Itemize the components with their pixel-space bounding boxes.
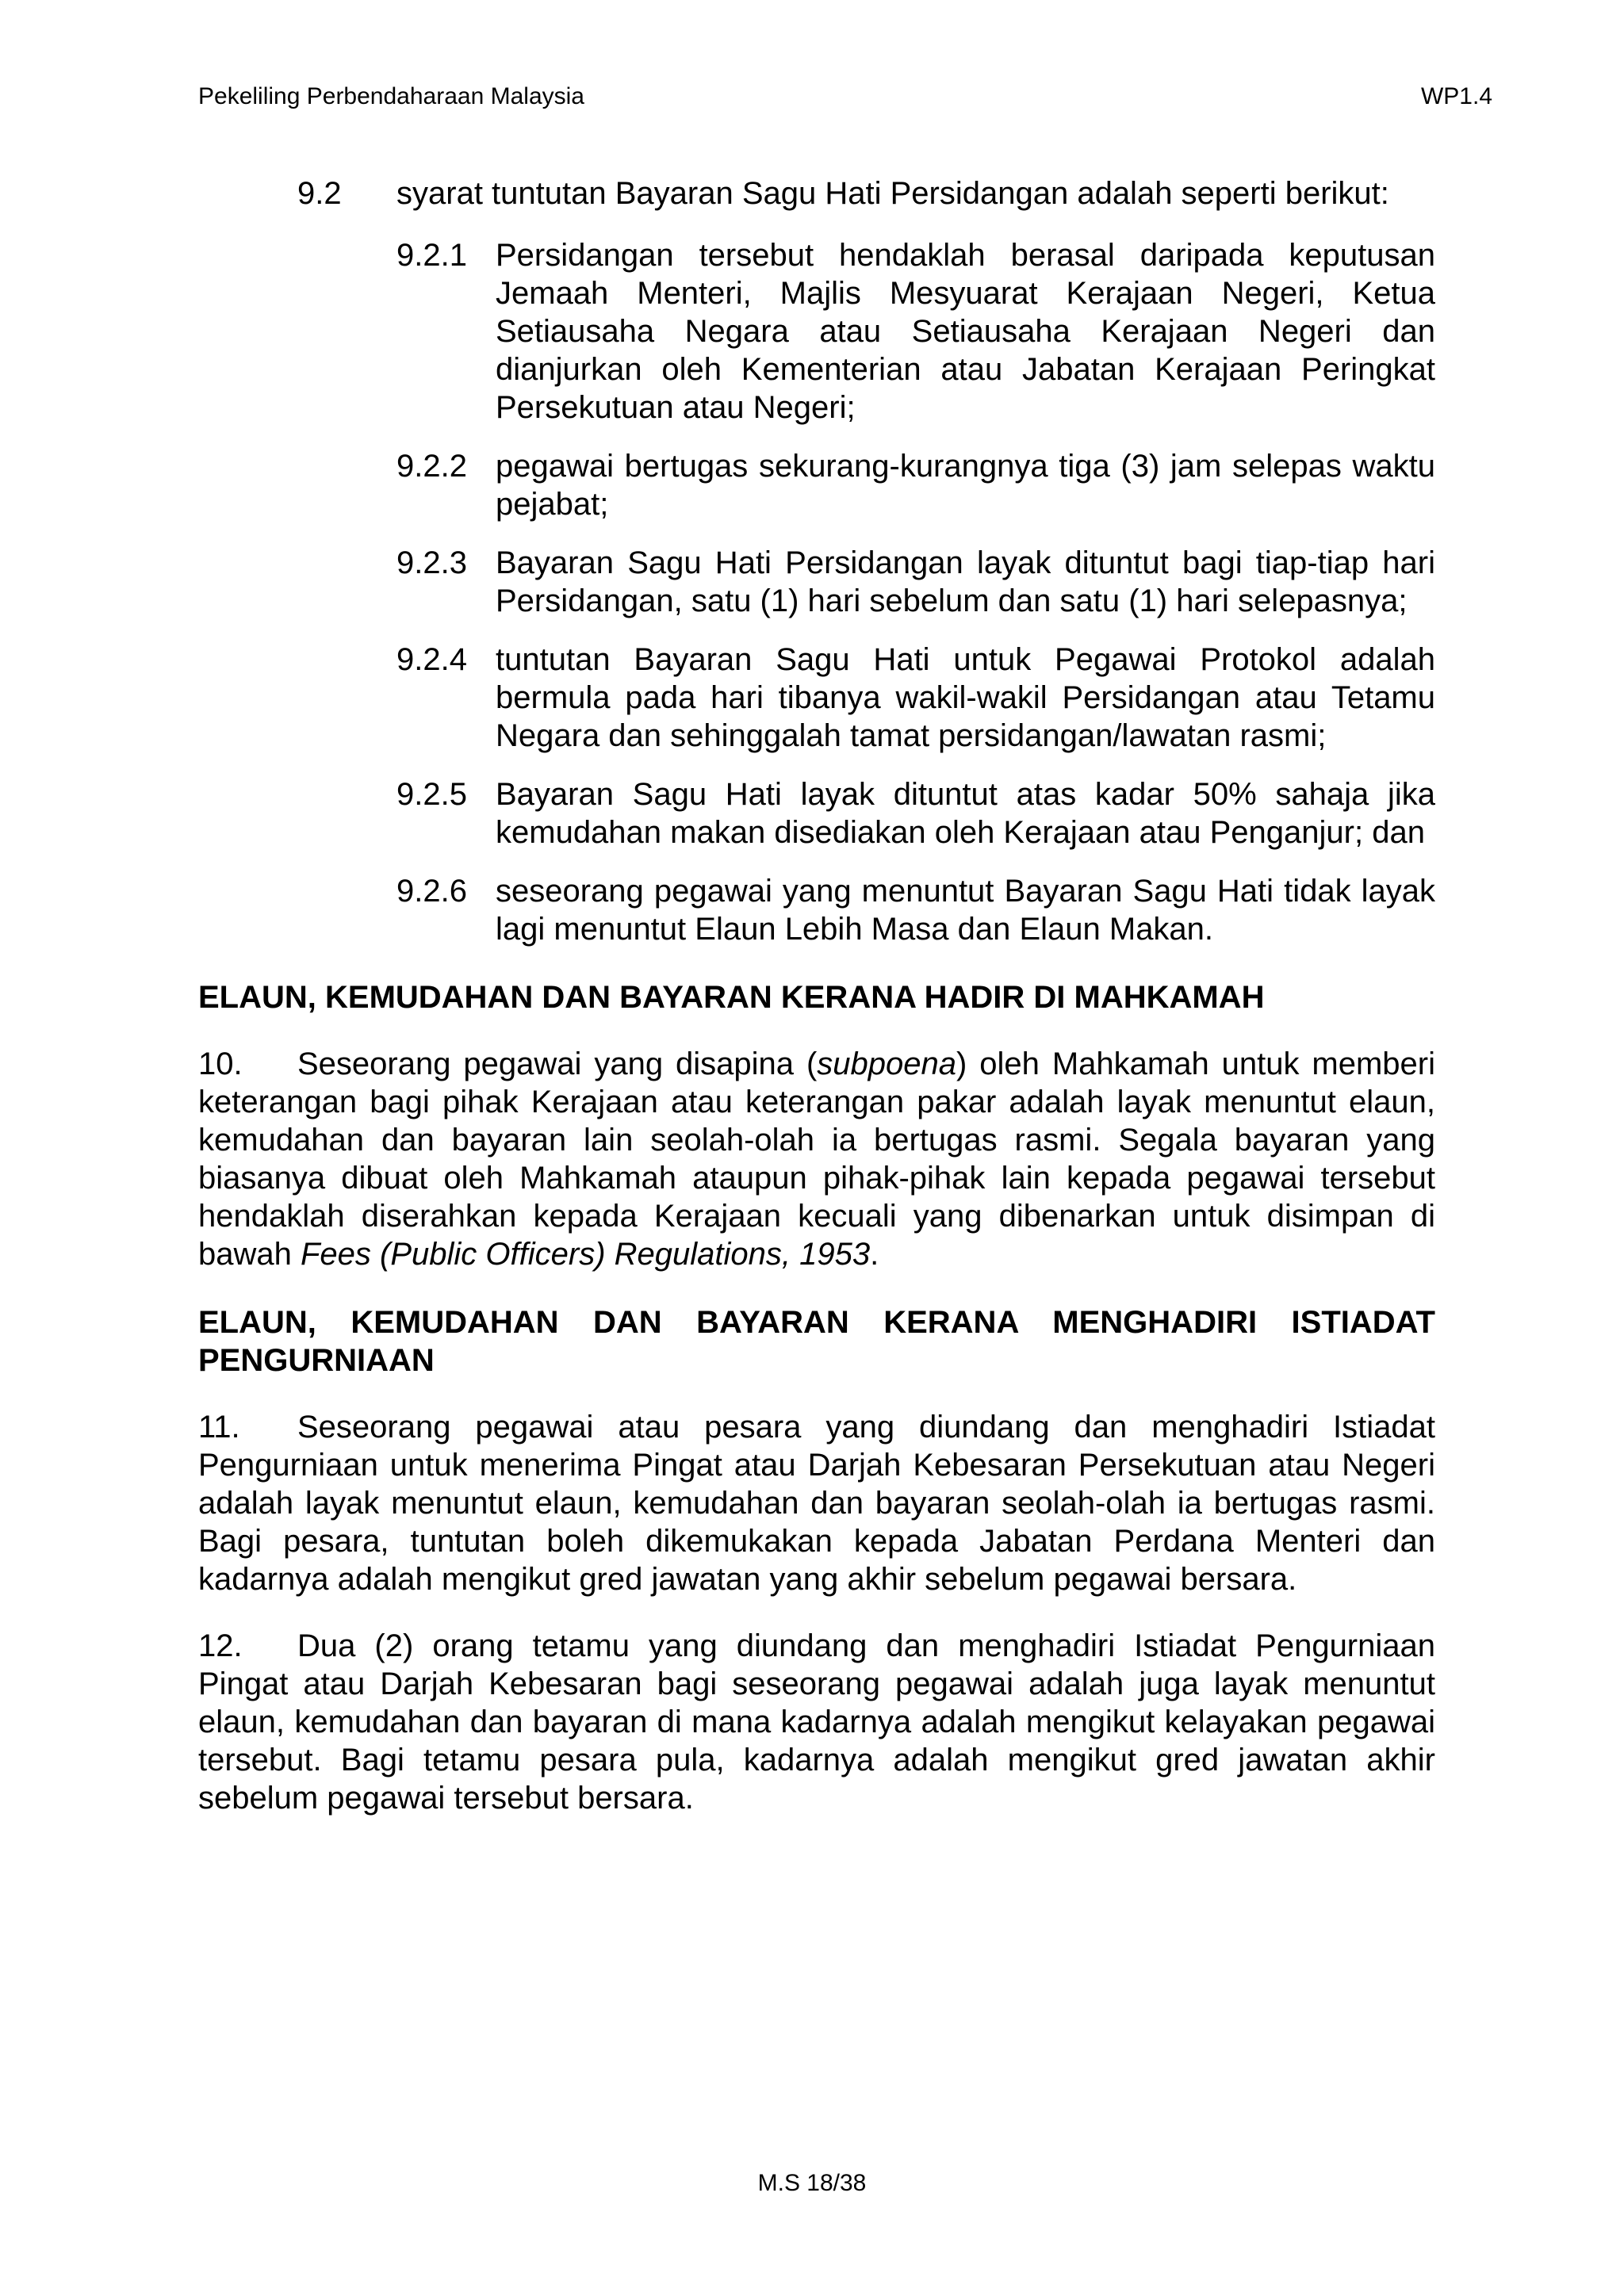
paragraph-12 [198,1627,1435,1817]
subclause-9-2-2 [198,447,1435,523]
subclause-number: 9.2.1 [396,238,467,273]
paragraph-text-part: . [870,1237,879,1272]
subclause-9-2-1 [198,236,1435,427]
subclause-9-2-5 [198,775,1435,851]
header-code: WP1.4 [1420,83,1492,109]
header-title: Pekeliling Perbendaharaan Malaysia [198,83,584,109]
subclause-9-2-3 [198,544,1435,620]
subclause-number: 9.2.4 [396,642,467,677]
subclause-number: 9.2.6 [396,874,467,909]
subclause-text: seseorang pegawai yang menuntut Bayaran Sagu Hati tidak layak lagi menuntut Elaun Lebih Masa dan Elaun Makan. [496,874,1435,947]
subclause-number: 9.2.2 [396,449,467,484]
paragraph-text-part: ) oleh Mahkamah untuk memberi keterangan bagi pihak Kerajaan atau keterangan pakar adalah layak menuntut elaun, kemudahan dan bayaran lain seolah-olah ia bertugas rasmi. Segala bayaran yang biasanya dibuat oleh Mahkamah ataupun pihak-pihak lain kepada pegawai tersebut hendaklah diserahkan kepada Kerajaan kecuali yang dibenarkan untuk disimpan di bawah [198,1047,1435,1272]
page-number: M.S 18/38 [757,2170,867,2196]
clause-number: 9.2 [297,176,342,211]
subclause-number: 9.2.3 [396,545,467,580]
subclause-text: Bayaran Sagu Hati Persidangan layak dituntut bagi tiap-tiap hari Persidangan, satu (1) hari sebelum dan satu (1) hari selepasnya; [496,545,1435,618]
subclause-text: tuntutan Bayaran Sagu Hati untuk Pegawai Protokol adalah bermula pada hari tibanya wakil-wakil Persidangan atau Tetamu Negara dan sehinggalah tamat persidangan/lawatan rasmi; [496,642,1435,753]
subclause-text: Bayaran Sagu Hati layak dituntut atas kadar 50% sahaja jika kemudahan makan disediakan oleh Kerajaan atau Penganjur; dan [496,777,1435,850]
paragraph-text: Seseorang pegawai atau pesara yang diundang dan menghadiri Istiadat Pengurniaan untuk menerima Pingat atau Darjah Kebesaran Persekutuan atau Negeri adalah layak menuntut elaun, kemudahan dan bayaran seolah-olah ia bertugas rasmi. Bagi pesara, tuntutan boleh dikemukakan kepada Jabatan Perdana Menteri dan kadarnya adalah mengikut gred jawatan yang akhir sebelum pegawai bersara. [198,1410,1435,1597]
paragraph-italic-citation: Fees (Public Officers) Regulations, 1953 [300,1237,871,1272]
paragraph-11 [198,1408,1435,1598]
paragraph-text-part: Seseorang pegawai yang disapina ( [297,1047,818,1081]
paragraph-number: 12. [198,1628,243,1663]
section-heading-istiadat: ELAUN, KEMUDAHAN DAN BAYARAN KERANA MENGHADIRI ISTIADAT PENGURNIAAN [198,1305,1435,1378]
paragraph-number: 11. [198,1410,240,1445]
clause-text: syarat tuntutan Bayaran Sagu Hati Persidangan adalah seperti berikut: [396,176,1389,211]
subclause-text: Persidangan tersebut hendaklah berasal daripada keputusan Jemaah Menteri, Majlis Mesyuarat Kerajaan Negeri, Ketua Setiausaha Negara atau Setiausaha Kerajaan Negeri dan dianjurkan oleh Kementerian atau Jabatan Kerajaan Peringkat Persekutuan atau Negeri; [496,238,1435,425]
subclause-9-2-6 [198,872,1435,948]
document-body [198,174,1435,1817]
paragraph-text: Dua (2) orang tetamu yang diundang dan menghadiri Istiadat Pengurniaan Pingat atau Darjah Kebesaran bagi seseorang pegawai adalah juga layak menuntut elaun, kemudahan dan bayaran di mana kadarnya adalah mengikut kelayakan pegawai tersebut. Bagi tetamu pesara pula, kadarnya adalah mengikut gred jawatan akhir sebelum pegawai tersebut bersara. [198,1628,1435,1816]
subclause-9-2-4 [198,641,1435,755]
paragraph-number: 10. [198,1047,243,1081]
paragraph-10 [198,1045,1435,1273]
subclause-text: pegawai bertugas sekurang-kurangnya tiga (3) jam selepas waktu pejabat; [496,449,1435,522]
subclause-number: 9.2.5 [396,777,467,812]
paragraph-italic-term: subpoena [817,1047,957,1081]
section-heading-mahkamah: ELAUN, KEMUDAHAN DAN BAYARAN KERANA HADIR DI MAHKAMAH [198,980,1265,1015]
clause-9-2 [198,174,1435,212]
